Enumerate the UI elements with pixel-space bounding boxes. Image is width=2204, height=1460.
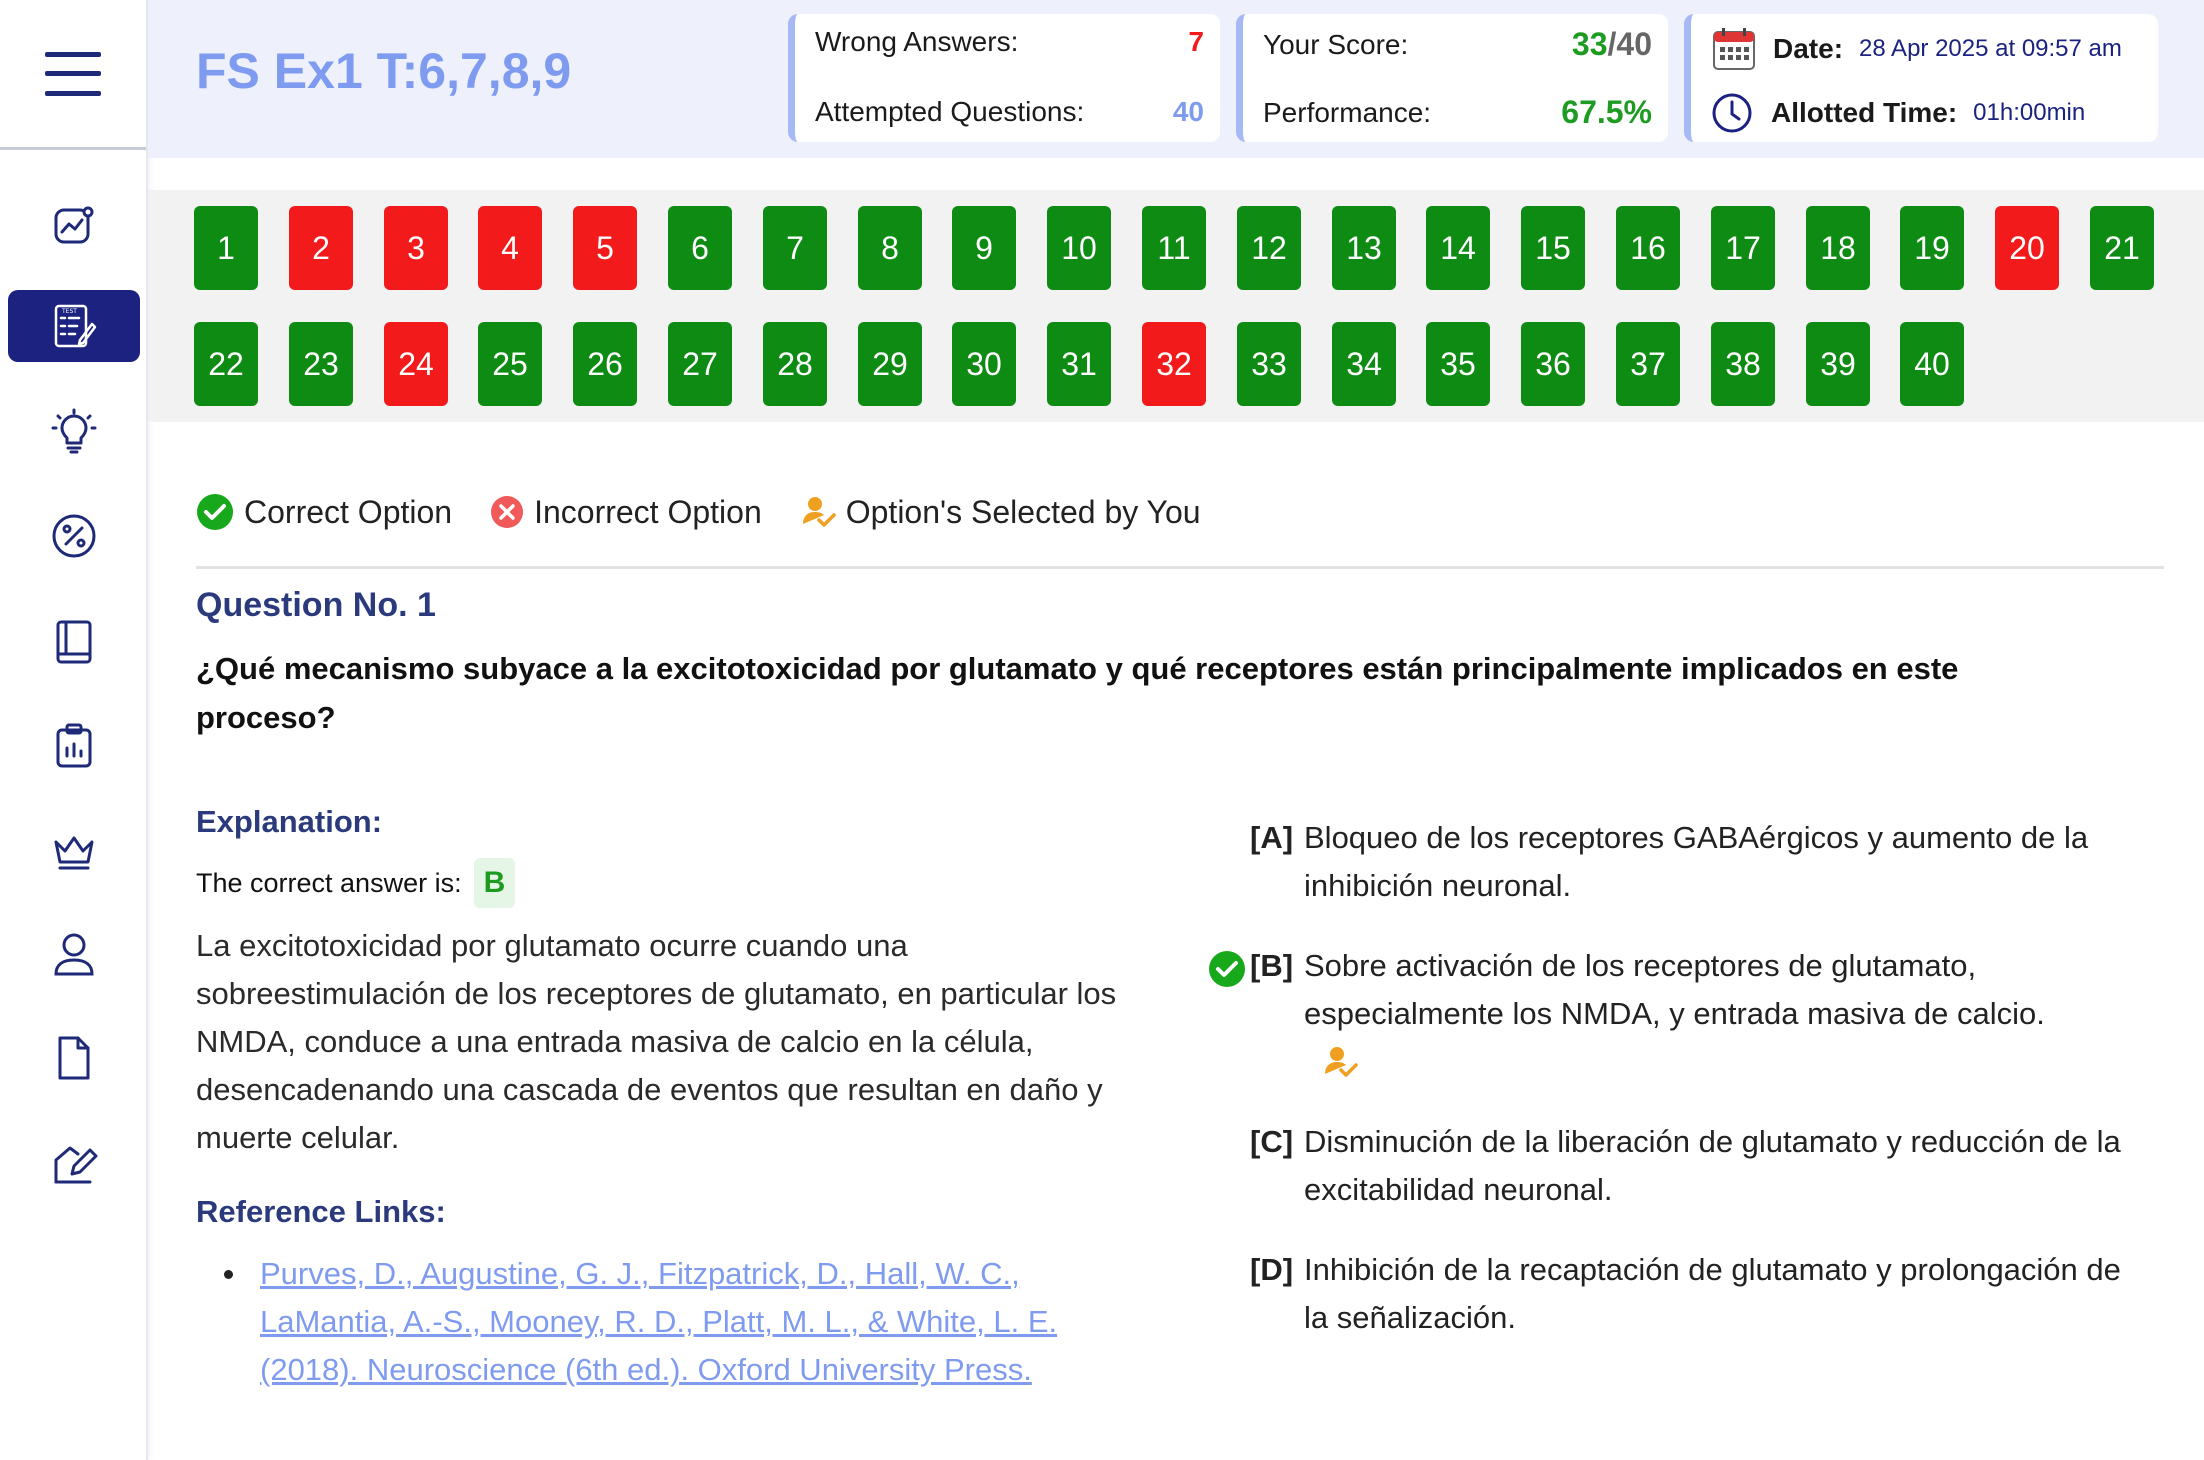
option-text: Inhibición de la recaptación de glutamato y prolongación de la señalización. bbox=[1304, 1252, 2121, 1335]
date-card bbox=[1684, 14, 2158, 142]
question-button-26[interactable]: 26 bbox=[573, 322, 637, 406]
nav-analytics[interactable] bbox=[8, 190, 140, 262]
book-icon bbox=[50, 618, 98, 666]
attempted-questions-label: Attempted Questions: bbox=[815, 96, 1085, 127]
performance-label: Performance: bbox=[1263, 96, 1432, 128]
header bbox=[148, 0, 2204, 158]
question-button-4[interactable]: 4 bbox=[478, 206, 542, 290]
option-letter: [B] bbox=[1250, 948, 1294, 983]
legend-incorrect bbox=[490, 494, 762, 531]
test-icon bbox=[50, 302, 98, 350]
option-c[interactable] bbox=[1250, 1118, 2150, 1214]
question-button-40[interactable]: 40 bbox=[1900, 322, 1964, 406]
check-circle-icon bbox=[196, 493, 234, 531]
option-a[interactable] bbox=[1250, 814, 2150, 910]
menu-area bbox=[0, 0, 146, 150]
score-total: /40 bbox=[1607, 26, 1652, 62]
question-button-11[interactable]: 11 bbox=[1142, 206, 1206, 290]
allotted-time-label: Allotted Time: bbox=[1771, 97, 1958, 128]
question-button-29[interactable]: 29 bbox=[858, 322, 922, 406]
question-button-37[interactable]: 37 bbox=[1616, 322, 1680, 406]
edit-house-icon bbox=[50, 1138, 98, 1186]
test-title: FS Ex1 T:6,7,8,9 bbox=[196, 43, 572, 99]
score-label: Your Score: bbox=[1263, 28, 1409, 60]
user-check-icon bbox=[1322, 1044, 1358, 1080]
question-button-15[interactable]: 15 bbox=[1521, 206, 1585, 290]
score-value: 33 bbox=[1571, 26, 1608, 62]
lightbulb-icon bbox=[50, 408, 98, 456]
bullet bbox=[224, 1270, 233, 1279]
nav-leaderboard[interactable] bbox=[8, 814, 140, 886]
document-icon bbox=[50, 1034, 98, 1082]
nav-profile[interactable] bbox=[8, 918, 140, 990]
question-text: ¿Qué mecanismo subyace a la excitotoxicidad por glutamato y qué receptores están principalmente implicados en este proceso? bbox=[196, 651, 1959, 735]
question-button-18[interactable]: 18 bbox=[1806, 206, 1870, 290]
question-button-23[interactable]: 23 bbox=[289, 322, 353, 406]
reference-list bbox=[196, 1250, 1156, 1394]
question-button-38[interactable]: 38 bbox=[1711, 322, 1775, 406]
attempt-stats-card bbox=[788, 14, 1220, 142]
crown-icon bbox=[50, 826, 98, 874]
legend-selected bbox=[800, 494, 1201, 531]
legend-correct bbox=[196, 493, 452, 531]
question-button-17[interactable]: 17 bbox=[1711, 206, 1775, 290]
user-check-icon bbox=[800, 494, 836, 530]
option-text: Bloqueo de los receptores GABAérgicos y aumento de la inhibición neuronal. bbox=[1304, 820, 2089, 903]
menu-icon[interactable] bbox=[45, 52, 101, 96]
question-button-24[interactable]: 24 bbox=[384, 322, 448, 406]
nav-ideas[interactable] bbox=[8, 396, 140, 468]
option-text: Sobre activación de los receptores de glutamato, especialmente los NMDA, y entrada masiva de calcio. bbox=[1304, 948, 2045, 1031]
question-button-14[interactable]: 14 bbox=[1426, 206, 1490, 290]
allotted-time-value: 01h:00min bbox=[1973, 99, 2086, 126]
option-letter: [D] bbox=[1250, 1252, 1294, 1287]
legend-incorrect-label: Incorrect Option bbox=[534, 493, 762, 530]
question-button-35[interactable]: 35 bbox=[1426, 322, 1490, 406]
correct-answer-badge: B bbox=[474, 858, 516, 908]
nav-edit[interactable] bbox=[8, 1126, 140, 1198]
question-button-7[interactable]: 7 bbox=[763, 206, 827, 290]
nav-percent[interactable] bbox=[8, 500, 140, 572]
question-button-25[interactable]: 25 bbox=[478, 322, 542, 406]
question-button-33[interactable]: 33 bbox=[1237, 322, 1301, 406]
nav-reports[interactable] bbox=[8, 710, 140, 782]
question-button-12[interactable]: 12 bbox=[1237, 206, 1301, 290]
question-button-34[interactable]: 34 bbox=[1332, 322, 1396, 406]
svg-text:TEST: TEST bbox=[62, 308, 77, 315]
check-circle-icon bbox=[1208, 950, 1246, 988]
question-button-3[interactable]: 3 bbox=[384, 206, 448, 290]
references-title: Reference Links: bbox=[196, 1194, 446, 1229]
legend-correct-label: Correct Option bbox=[244, 493, 453, 530]
calendar-icon bbox=[1711, 26, 1757, 72]
nav-documents[interactable] bbox=[8, 1022, 140, 1094]
clock-icon bbox=[1711, 92, 1753, 134]
question-button-21[interactable]: 21 bbox=[2090, 206, 2154, 290]
date-label: Date: bbox=[1773, 33, 1844, 64]
question-button-2[interactable]: 2 bbox=[289, 206, 353, 290]
wrong-answers-value: 7 bbox=[1188, 26, 1204, 57]
legend-selected-label: Option's Selected by You bbox=[845, 493, 1201, 530]
correct-answer-line bbox=[196, 858, 515, 908]
question-button-9[interactable]: 9 bbox=[952, 206, 1016, 290]
option-b[interactable] bbox=[1250, 942, 2150, 1038]
percent-icon bbox=[50, 512, 98, 560]
clipboard-chart-icon bbox=[50, 722, 98, 770]
user-icon bbox=[50, 930, 98, 978]
question-button-30[interactable]: 30 bbox=[952, 322, 1016, 406]
sidebar bbox=[0, 0, 148, 1460]
question-button-22[interactable]: 22 bbox=[194, 322, 258, 406]
x-circle-icon bbox=[490, 495, 524, 529]
explanation-title: Explanation: bbox=[196, 804, 383, 839]
question-button-20[interactable]: 20 bbox=[1995, 206, 2059, 290]
performance-value: 67.5% bbox=[1561, 94, 1652, 130]
date-value: 28 Apr 2025 at 09:57 am bbox=[1859, 35, 2122, 62]
question-button-19[interactable]: 19 bbox=[1900, 206, 1964, 290]
divider bbox=[196, 566, 2164, 569]
question-button-28[interactable]: 28 bbox=[763, 322, 827, 406]
question-button-39[interactable]: 39 bbox=[1806, 322, 1870, 406]
nav-library[interactable] bbox=[8, 606, 140, 678]
question-button-5[interactable]: 5 bbox=[573, 206, 637, 290]
question-button-8[interactable]: 8 bbox=[858, 206, 922, 290]
reference-link[interactable]: Purves, D., Augustine, G. J., Fitzpatrick, D., Hall, W. C., LaMantia, A.-S., Mooney, R. D., Platt, M. L., & White, L. E. (2018). Neuroscience (6th ed.). Oxford University Press. bbox=[260, 1256, 1058, 1387]
analytics-icon bbox=[50, 202, 98, 250]
question-button-10[interactable]: 10 bbox=[1047, 206, 1111, 290]
option-text: Disminución de la liberación de glutamato y reducción de la excitabilidad neuronal. bbox=[1304, 1124, 2121, 1207]
question-button-31[interactable]: 31 bbox=[1047, 322, 1111, 406]
question-button-16[interactable]: 16 bbox=[1616, 206, 1680, 290]
question-button-1[interactable]: 1 bbox=[194, 206, 258, 290]
question-button-6[interactable]: 6 bbox=[668, 206, 732, 290]
explanation-text: La excitotoxicidad por glutamato ocurre cuando una sobreestimulación de los receptores de glutamato, en particular los NMDA, conduce a una entrada masiva de calcio en la célula, desencadenando una cascada de eventos que resultan en daño y muerte celular. bbox=[196, 928, 1117, 1155]
option-letter: [A] bbox=[1250, 820, 1294, 855]
question-button-13[interactable]: 13 bbox=[1332, 206, 1396, 290]
option-letter: [C] bbox=[1250, 1124, 1294, 1159]
nav-test[interactable] bbox=[8, 290, 140, 362]
question-button-32[interactable]: 32 bbox=[1142, 322, 1206, 406]
score-card bbox=[1236, 14, 1668, 142]
question-number: Question No. 1 bbox=[196, 586, 436, 624]
correct-answer-label: The correct answer is: bbox=[196, 867, 462, 898]
question-button-36[interactable]: 36 bbox=[1521, 322, 1585, 406]
question-navigator bbox=[148, 190, 2204, 422]
question-button-27[interactable]: 27 bbox=[668, 322, 732, 406]
attempted-questions-value: 40 bbox=[1172, 96, 1204, 127]
option-d[interactable] bbox=[1250, 1246, 2150, 1342]
legend bbox=[196, 490, 1239, 534]
wrong-answers-label: Wrong Answers: bbox=[815, 26, 1019, 57]
